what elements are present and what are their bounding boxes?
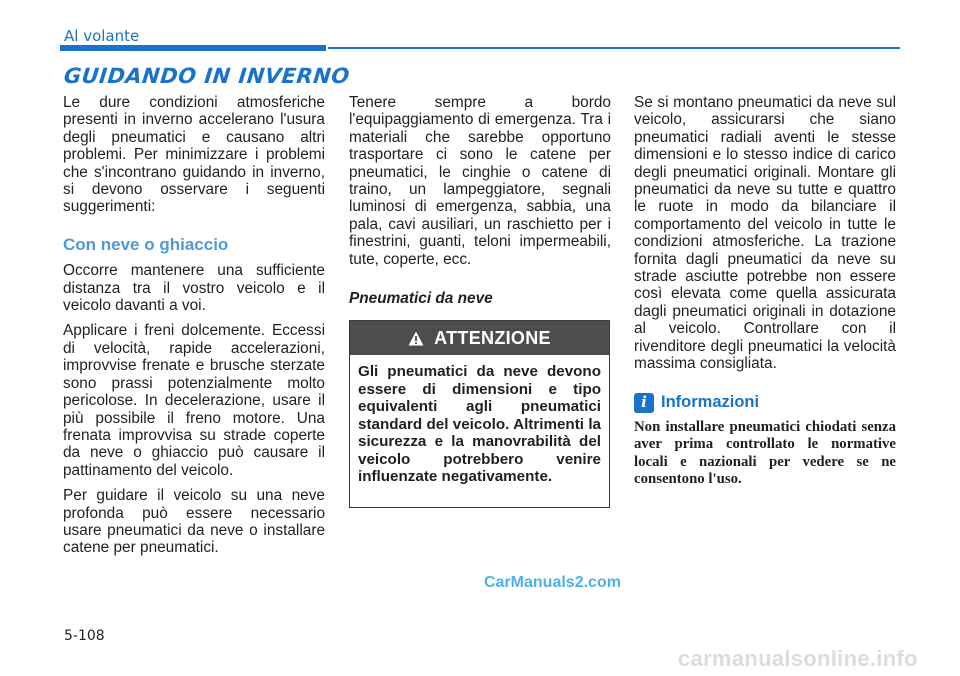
info-icon: i bbox=[634, 393, 654, 413]
warning-text: Gli pneumatici da neve devono essere di dimensioni e tipo equivalenti agli pneumatici standard del veicolo. Altrimenti la sicurezza e la manovrabilità del veicolo potrebbero venire influenzate negativamente. bbox=[358, 363, 601, 485]
info-text: Non installare pneumatici chiodati senza aver prima controllato le normative locali e nazionali per vedere se ne consentono l'uso. bbox=[634, 418, 896, 487]
paragraph-emergency-equipment: Tenere sempre a bordo l'equipaggiamento di emergenza. Tra i materiali che sarebbe opportuno trasportare ci sono le catene per pneumatici, le cinghie o catene di traino, un lampeggiatore, segnali luminosi di emergenza, sabbia, una pala, cavi ausiliari, un raschietto per i finestrini, guanti, teloni impermeabili, tute, coperte, ecc. bbox=[349, 94, 611, 268]
header-rule-thick bbox=[60, 45, 326, 51]
subheading-snow-tires: Pneumatici da neve bbox=[349, 290, 493, 308]
column-right bbox=[634, 94, 896, 497]
warning-triangle-icon bbox=[408, 331, 424, 346]
warning-box bbox=[349, 320, 610, 508]
site-watermark: carmanualsonline.info bbox=[678, 646, 918, 671]
header-rule-thin bbox=[328, 47, 900, 49]
paragraph-deep-snow: Per guidare il veicolo su una neve profonda può essere necessario usare pneumatici da neve o installare catene per pneumatici. bbox=[63, 487, 325, 557]
intro-paragraph: Le dure condizioni atmosferiche presenti in inverno accelerano l'usura degli pneumatici e causano altri problemi. Per minimizzare i problemi che s'incontrano guidando in inverno, si devono osservare i seguenti suggerimenti: bbox=[63, 94, 325, 216]
warning-header bbox=[350, 321, 609, 355]
column-left bbox=[63, 94, 325, 565]
page-title: GUIDANDO IN INVERNO bbox=[62, 64, 352, 88]
paragraph-braking: Applicare i freni dolcemente. Eccessi di velocità, rapide accelerazioni, improvvise frenate e brusche sterzate sono prassi potenzialmente molto pericolose. In decelerazione, usare il più possibile il freno motore. Una frenata improvvisa su strade coperte da neve o ghiaccio può causare il pattinamento del veicolo. bbox=[63, 322, 325, 479]
warning-title: ATTENZIONE bbox=[434, 327, 551, 348]
paragraph-snow-tire-fitting: Se si montano pneumatici da neve sul veicolo, assicurarsi che siano pneumatici radiali aventi le stesse dimensioni e lo stesso indice di carico degli pneumatici originali. Montare gli pneumatici da neve su tutte e quattro le ruote in modo da bilanciare il comportamento del veicolo in tutte le condizioni atmosferiche. La trazione fornita dagli pneumatici da neve su strade asciutte potrebbe non essere così elevata come quella assicurata dagli pneumatici originali in dotazione al veicolo. Controllare con il rivenditore degli pneumatici la velocità massima consigliata. bbox=[634, 94, 896, 373]
section-label: Al volante bbox=[64, 27, 140, 45]
info-title: Informazioni bbox=[661, 392, 760, 411]
paragraph-distance: Occorre mantenere una sufficiente distanza tra il vostro veicolo e il veicolo davanti a voi. bbox=[63, 262, 325, 315]
subheading-snow-ice: Con neve o ghiaccio bbox=[63, 234, 229, 254]
column-middle bbox=[349, 94, 611, 319]
watermark-link[interactable]: CarManuals2.com bbox=[484, 574, 621, 591]
page-number: 5-108 bbox=[64, 628, 105, 644]
info-header bbox=[634, 393, 896, 413]
